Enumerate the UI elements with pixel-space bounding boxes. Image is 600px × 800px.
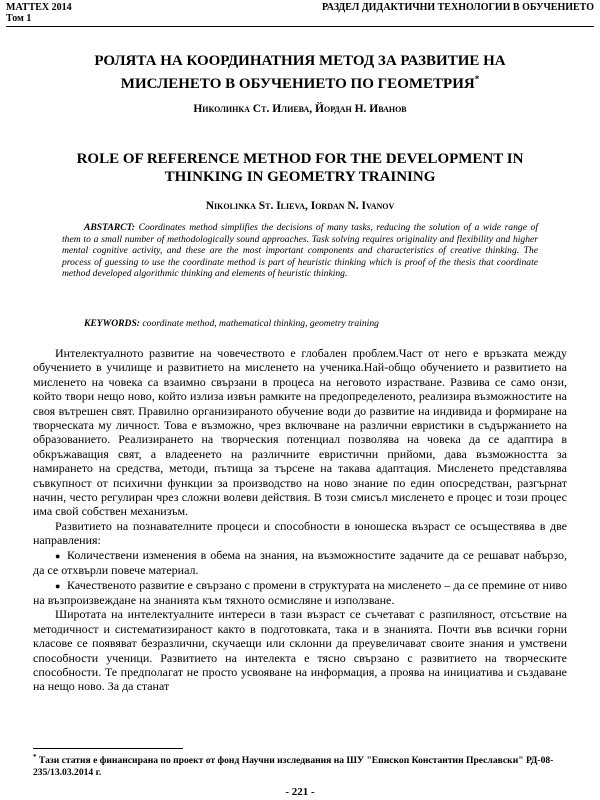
title-bg-line2-text: МИСЛЕНЕТО В ОБУЧЕНИЕТО ПО ГЕОМЕТРИЯ (120, 76, 475, 92)
header-left (6, 2, 72, 24)
title-en-line1: ROLE OF REFERENCE METHOD FOR THE DEVELOPMENT IN (76, 151, 524, 167)
authors-english: Nikolinka St. Ilieva, Iordan N. Ivanov (205, 200, 395, 212)
volume-label: Том 1 (6, 13, 32, 24)
bullet-icon: ● (55, 580, 61, 591)
conference-name: MATTEX 2014 (6, 2, 72, 13)
paragraph-2: Развитието на познавателните процеси и способности в юношеска възраст се осъществява в две направления: (33, 518, 567, 548)
bullet-item-2-text: Качественото развитие е свързано с промени в структурата на мисленето – да се премине от ниво на възпроизвеждане на знанията към тяхното осмисляне и използване. (33, 577, 567, 607)
title-footnote-marker: * (474, 74, 480, 84)
title-bulgarian (30, 52, 570, 93)
footnote-divider (33, 748, 183, 749)
title-bg-line1: РОЛЯТА НА КООРДИНАТНИЯ МЕТОД ЗА РАЗВИТИЕ НА (94, 53, 506, 69)
keywords-text: coordinate method, mathematical thinking, geometry training (142, 318, 379, 329)
footnote-text: Тази статия е финансирана по проект от фонд Научни изследвания на ШУ "Епископ Константин Преславски" РД-08-235/13.03.2014 г. (33, 755, 554, 778)
page-number: - 221 - (285, 786, 315, 798)
abstract-text: Coordinates method simplifies the decisions of many tasks, reducing the solution of a wide range of them to a small number of methodologically sound approaches. Task solving requires originality and flexibility and higher mental cognitive activity, and these are the most important components and characteristics of creative thinking. The process of guessing to use the coordinate method is part of heuristic thinking which is proof of the thesis that coordinate method developed algorithmic thinking and elements of heuristic thinking. (62, 222, 538, 280)
keywords (62, 318, 538, 330)
paragraph-3: Широтата на интелектуалните интереси в тази възраст се съчетават с разпиляност, отсъствие на методичност и систематизираност както в подготовката, така и в знанията. Почти във всички горни класове се появяват безразлични, скучаещи или склонни да преувеличават своите знания и умствени способности ученици. Развитието на интелекта е тясно свързано с развитието на творческите способности. Те предполагат не просто усвояване на информация, а проява на инициатива и създаване на нещо ново. За да станат (33, 607, 567, 694)
footnote (33, 752, 567, 778)
title-bg-line2 (30, 70, 570, 93)
footnote-marker: * (33, 753, 37, 761)
keywords-label: KEYWORDS: (84, 318, 140, 329)
bullet-icon: ● (55, 550, 61, 561)
section-name: РАЗДЕЛ ДИДАКТИЧНИ ТЕХНОЛОГИИ В ОБУЧЕНИЕТО (321, 2, 594, 13)
body-text (33, 346, 567, 694)
bullet-item-1-text: Количествени изменения в обема на знания, на възможностите задачите да се решават набързо, да се отхвърли повече материал. (33, 547, 567, 578)
abstract (62, 222, 538, 280)
title-english (30, 150, 570, 186)
title-en-line2: THINKING IN GEOMETRY TRAINING (164, 169, 436, 185)
running-header (6, 2, 594, 27)
bullet-item-2 (33, 578, 567, 608)
authors-bulgarian: Николинка Ст. Илиева, Йордан Н. Иванов (193, 103, 407, 115)
bullet-item-1 (33, 548, 567, 578)
abstract-label: ABSTARCT: (84, 222, 136, 233)
paragraph-1: Интелектуалното развитие на човечеството е глобален проблем.Част от него е връзката между обучението в училище и развитието на мисленето на ученика.Най-общо обучението и развитието на мисленето на човека са взаимно свързани в процеса на неговото израстване. Развива се само онзи, който твори нещо ново, който излиза извън рамките на предопределеното, реализира възможностите на своя вътрешен свят. Правилно организираното обучение води до развитие на индивида и формиране на творческата му личност. Това е възможно, чрез включване на различни евристики в съдържанието на образованието. Реализирането на творческия потенциал позволява на човека да се адаптира в обкръжаващия свят, а владеенето на различните евристични прийоми, дава възможността за намирането на средства, методи, пътища за търсене на такава адаптация. Мисленето представлява съвкупност от психични функции за производство на ново знание по един опосредстван, разгърнат начин, често регулиран чрез сложни волеви действия. В този смисъл мисленето е процес и този процес има свой собствен механизъм. (33, 346, 567, 519)
